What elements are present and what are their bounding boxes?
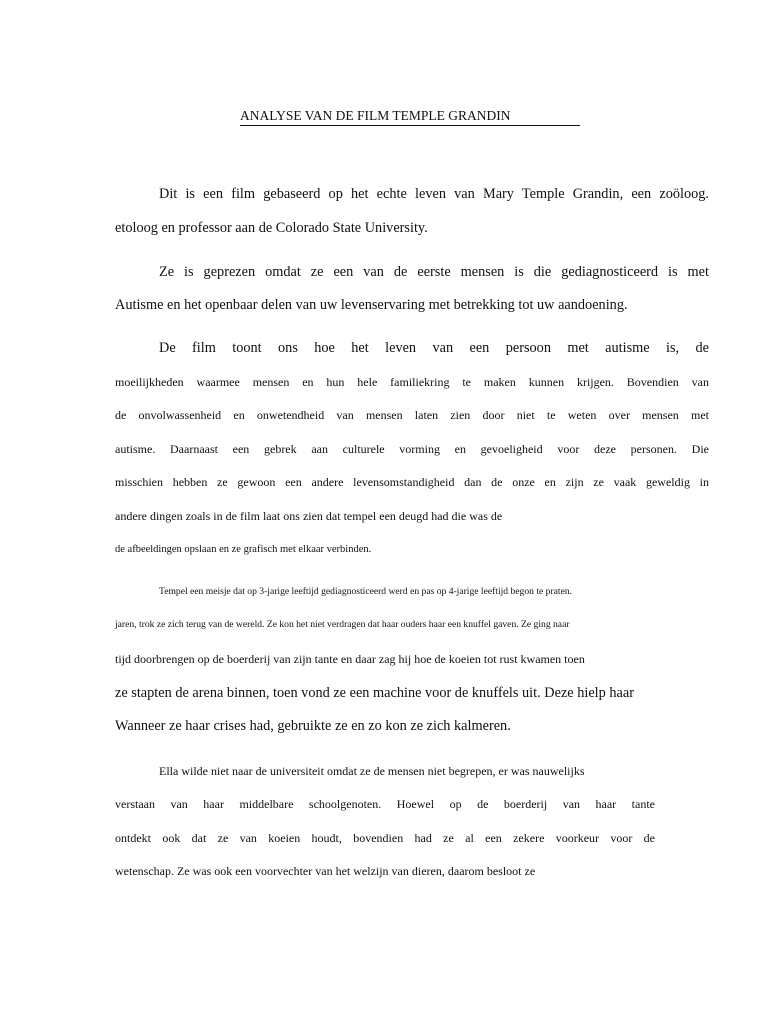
text-line: misschien hebben ze gewoon een andere levensomstandigheid dan de onze en zijn ze vaak geweldig in: [115, 475, 709, 489]
text-line: autisme. Daarnaast een gebrek aan culturele vorming en gevoeligheid voor deze personen. Die: [115, 442, 709, 456]
text-line: de onvolwassenheid en onwetendheid van mensen laten zien door niet te weten over mensen met: [115, 408, 709, 422]
text-line: jaren, trok ze zich terug van de wereld. Ze kon het niet verdragen dat haar ouders haar een knuffel gaven. Ze ging naar: [115, 619, 570, 630]
text-line: tijd doorbrengen op de boerderij van zijn tante en daar zag hij hoe de koeien tot rust kwamen toen: [115, 652, 585, 666]
text-line: de afbeeldingen opslaan en ze grafisch met elkaar verbinden.: [115, 544, 372, 555]
text-line: De film toont ons hoe het leven van een persoon met autisme is, de: [159, 340, 709, 356]
text-line: wetenschap. Ze was ook een voorvechter van het welzijn van dieren, daarom besloot ze: [115, 864, 536, 878]
text-line: etoloog en professor aan de Colorado State University.: [115, 220, 428, 236]
text-line: andere dingen zoals in de film laat ons zien dat tempel een deugd had die was de: [115, 509, 503, 523]
text-line: Ella wilde niet naar de universiteit omdat ze de mensen niet begrepen, er was nauwelijks: [159, 764, 585, 778]
text-line: ze stapten de arena binnen, toen vond ze een machine voor de knuffels uit. Deze hielp haar: [115, 685, 634, 701]
text-line: verstaan van haar middelbare schoolgenoten. Hoewel op de boerderij van haar tante: [115, 797, 655, 811]
text-line: Dit is een film gebaseerd op het echte leven van Mary Temple Grandin, een zoöloog.: [159, 186, 709, 202]
text-line: Tempel een meisje dat op 3-jarige leeftijd gediagnosticeerd werd en pas op 4-jarige leeftijd begon te praten.: [159, 586, 573, 597]
text-line: Ze is geprezen omdat ze een van de eerste mensen is die gediagnosticeerd is met: [159, 264, 709, 280]
text-line: ontdekt ook dat ze van koeien houdt, bovendien had ze al een zekere voorkeur voor de: [115, 831, 655, 845]
text-line: Wanneer ze haar crises had, gebruikte ze en zo kon ze zich kalmeren.: [115, 718, 511, 734]
text-line: Autisme en het openbaar delen van uw levenservaring met betrekking tot uw aandoening.: [115, 297, 628, 313]
text-line: moeilijkheden waarmee mensen en hun hele familiekring te maken kunnen krijgen. Bovendien van: [115, 375, 709, 389]
document-title: ANALYSE VAN DE FILM TEMPLE GRANDIN: [240, 108, 580, 126]
